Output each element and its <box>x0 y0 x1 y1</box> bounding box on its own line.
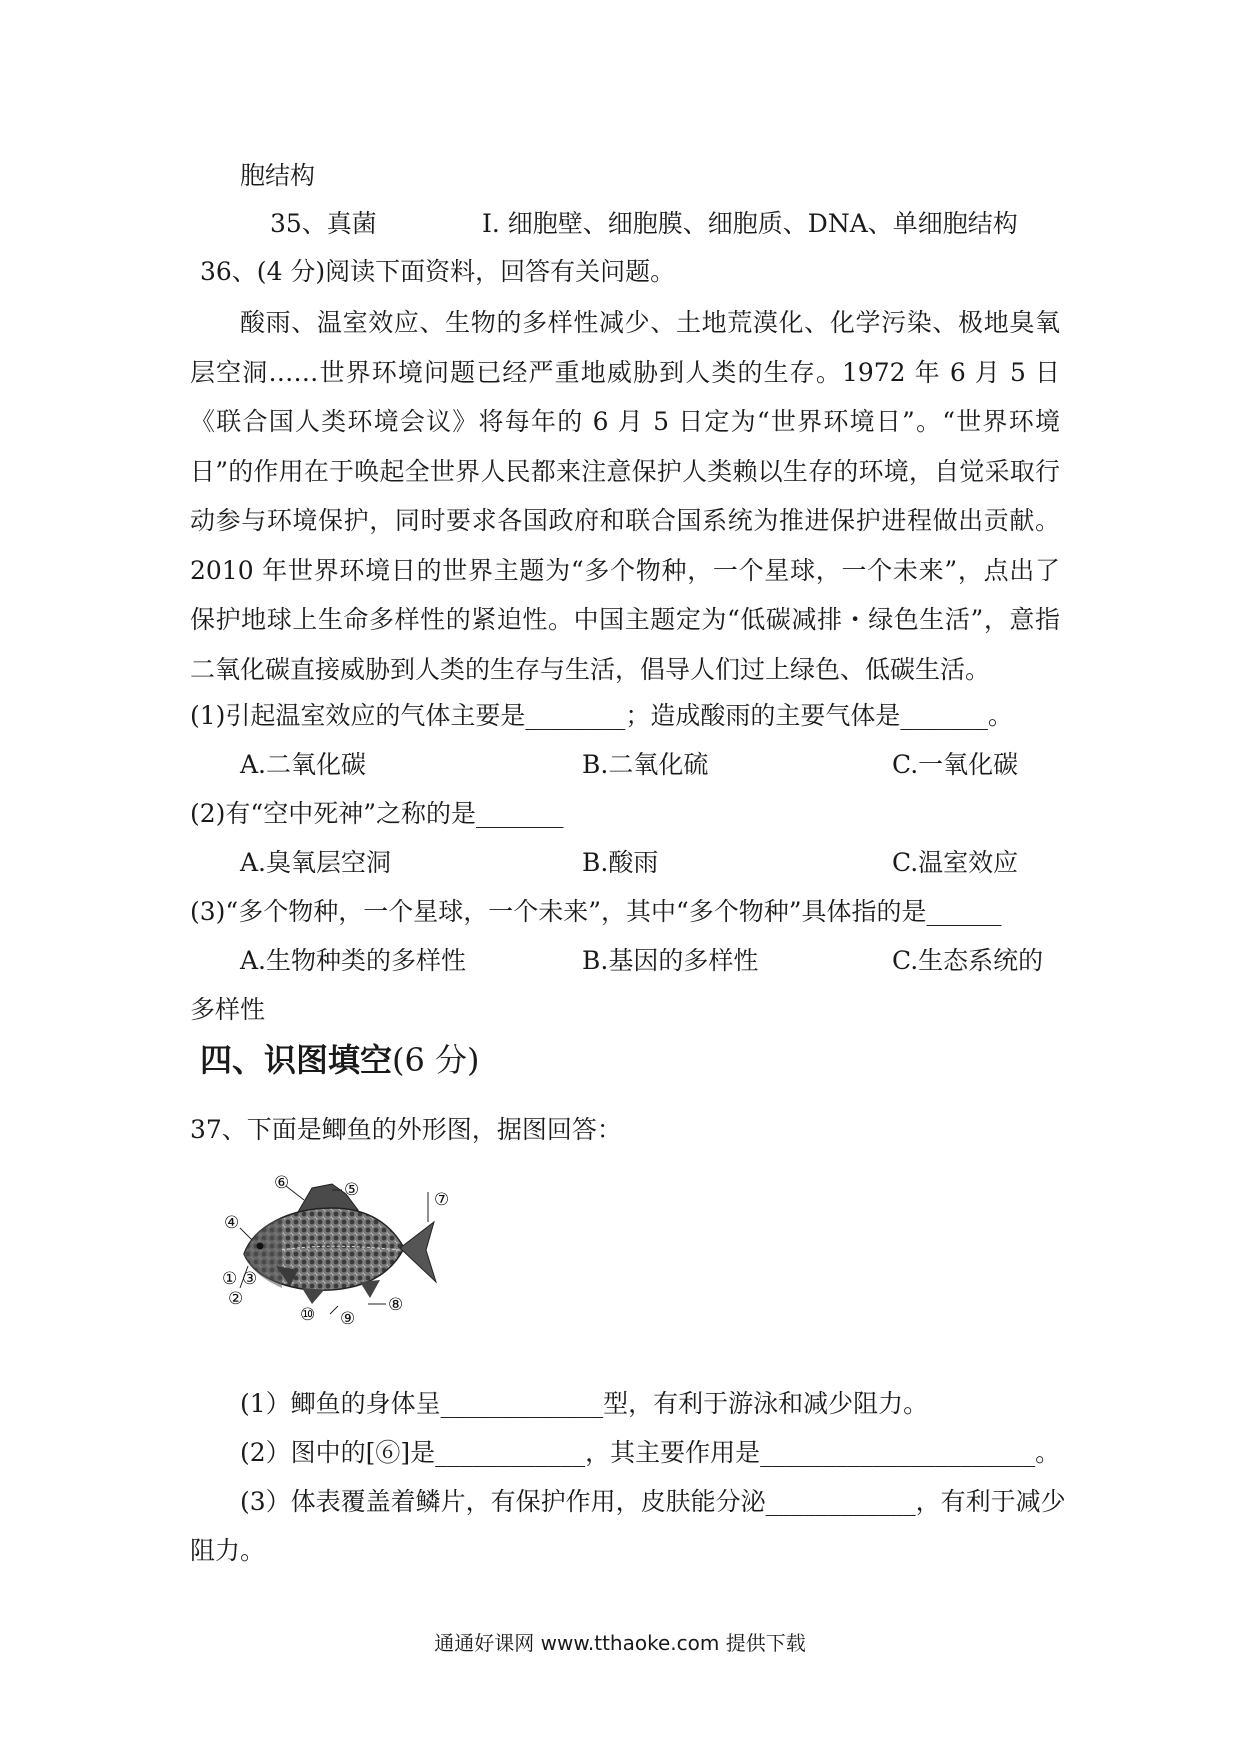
q37-heading: 37、下面是鲫鱼的外形图，据图回答： <box>190 1115 622 1144</box>
q36-sub3-option-b: B.基因的多样性 <box>582 946 759 975</box>
section-4-heading <box>200 1040 480 1080</box>
q36-sub1-option-a: A.二氧化碳 <box>240 750 367 779</box>
q36-heading: 36、(4 分)阅读下面资料，回答有关问题。 <box>200 257 676 286</box>
q36-sub2-option-c: C.温室效应 <box>892 848 1019 877</box>
q37-sub1: (1）鲫鱼的身体呈_____________型，有利于游泳和减少阻力。 <box>240 1389 929 1418</box>
label-10: ⑩ <box>300 1305 316 1325</box>
label-8: ⑧ <box>388 1295 404 1315</box>
label-5: ⑤ <box>344 1180 360 1200</box>
q36-sub2-option-b: B.酸雨 <box>582 848 659 877</box>
q36-sub3-option-c-wrap: 多样性 <box>190 995 266 1024</box>
fish-body <box>244 1184 436 1304</box>
footer-download-note: 通通好课网 www.tthaoke.com 提供下载 <box>434 1631 806 1655</box>
section-4-title: 四、识图填空 <box>200 1041 393 1079</box>
continued-fragment: 胞结构 <box>240 161 316 190</box>
label-6: ⑥ <box>274 1173 290 1193</box>
q36-sub3-question: (3)“多个物种，一个星球，一个未来”，其中“多个物种”具体指的是______ <box>190 897 1002 926</box>
label-2: ② <box>228 1289 244 1309</box>
q37-sub3-line2: 阻力。 <box>190 1536 266 1565</box>
q37-sub3-line1: (3）体表覆盖着鳞片，有保护作用，皮肤能分泌____________，有利于减少 <box>240 1487 1066 1516</box>
q36-passage: 酸雨、温室效应、生物的多样性减少、土地荒漠化、化学污染、极地臭氧层空洞……世界环境问题已经严重地威胁到人类的生存。1972 年 6 月 5 日《联合国人类环境会议》将每年的 6 月 5 日定为“世界环境日”。“世界环境日”的作用在于唤起全世界人民都来注意保护人类赖以生存的环境，自觉采取行动参与环境保护，同时要求各国政府和联合国系统为推进保护进程做出贡献。2010 年世界环境日的世界主题为“多个物种，一个星球，一个未来”，点出了保护地球上生命多样性的紧迫性。中国主题定为“低碳减排・绿色生活”，意指二氧化碳直接威胁到人类的生存与生活，倡导人们过上绿色、低碳生活。 <box>190 308 1060 684</box>
q36-sub2-option-a: A.臭氧层空洞 <box>240 848 392 877</box>
q36-sub1-question: (1)引起温室效应的气体主要是________；造成酸雨的主要气体是_______。 <box>190 701 1013 730</box>
q37-sub2: (2）图中的[⑥]是____________，其主要作用是______________________。 <box>240 1438 1061 1467</box>
q36-sub3-option-a: A.生物种类的多样性 <box>240 946 467 975</box>
label-1: ① <box>222 1269 238 1289</box>
label-7: ⑦ <box>434 1190 450 1210</box>
q36-sub1-option-b: B.二氧化硫 <box>582 750 709 779</box>
label-4: ④ <box>224 1213 240 1233</box>
label-9: ⑨ <box>340 1309 356 1329</box>
crucian-carp-figure <box>220 1170 480 1340</box>
label-3: ③ <box>242 1269 258 1289</box>
q35-label: 35、真菌 <box>270 209 377 238</box>
section-4-score: (6 分) <box>392 1041 480 1079</box>
q35-answer: I. 细胞壁、细胞膜、细胞质、DNA、单细胞结构 <box>482 209 1018 238</box>
q36-sub1-option-c: C.一氧化碳 <box>892 750 1019 779</box>
q36-sub3-option-c: C.生态系统的 <box>892 946 1044 975</box>
q36-sub2-question: (2)有“空中死神”之称的是_______ <box>190 799 564 828</box>
